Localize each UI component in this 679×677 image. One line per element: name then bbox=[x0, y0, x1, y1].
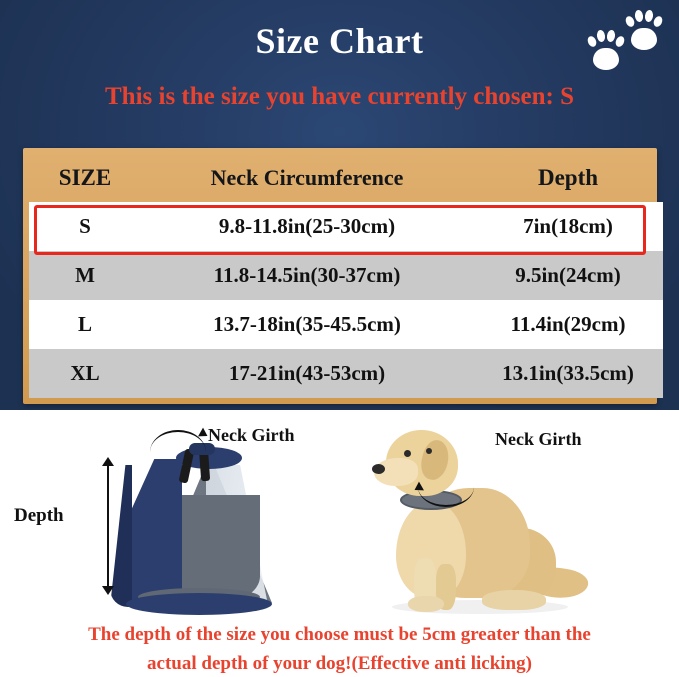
cone-bottom-edge bbox=[126, 593, 272, 615]
table-row bbox=[29, 251, 663, 300]
cell-size: XL bbox=[29, 349, 141, 398]
dog-eye bbox=[426, 448, 432, 454]
chosen-size-note: This is the size you have currently chosen: S bbox=[105, 83, 574, 110]
dog-nose bbox=[372, 464, 385, 474]
cell-depth: 11.4in(29cm) bbox=[473, 300, 663, 349]
depth-label: Depth bbox=[14, 505, 64, 526]
column-header-size: SIZE bbox=[58, 165, 112, 190]
dog-eye bbox=[404, 450, 411, 457]
size-table-container bbox=[23, 148, 657, 404]
table-row bbox=[29, 300, 663, 349]
footer-note-line1: The depth of the size you choose must be 5cm greater than the bbox=[88, 624, 591, 645]
depth-measure-arrow bbox=[107, 465, 109, 587]
footer-note bbox=[0, 620, 679, 677]
neck-girth-label-left: Neck Girth bbox=[208, 425, 295, 445]
size-table bbox=[29, 154, 663, 398]
cell-neck: 17-21in(43-53cm) bbox=[141, 349, 473, 398]
cell-size: S bbox=[29, 202, 141, 251]
page-title: Size Chart bbox=[255, 21, 424, 61]
footer-note-line2: actual depth of your dog!(Effective anti licking) bbox=[147, 653, 532, 674]
table-row bbox=[29, 349, 663, 398]
cell-size: L bbox=[29, 300, 141, 349]
cell-neck: 9.8-11.8in(25-30cm) bbox=[141, 202, 473, 251]
dog-back-paw bbox=[482, 590, 546, 610]
column-header-depth: Depth bbox=[537, 165, 599, 190]
dog-front-paw bbox=[408, 596, 444, 612]
cell-depth: 9.5in(24cm) bbox=[473, 251, 663, 300]
cell-neck: 11.8-14.5in(30-37cm) bbox=[141, 251, 473, 300]
cell-size: M bbox=[29, 251, 141, 300]
table-header-row bbox=[29, 154, 663, 202]
column-header-neck: Neck Circumference bbox=[210, 165, 404, 190]
table-row bbox=[29, 202, 663, 251]
cell-depth: 13.1in(33.5cm) bbox=[473, 349, 663, 398]
neck-girth-label-right: Neck Girth bbox=[495, 429, 582, 449]
cell-neck: 13.7-18in(35-45.5cm) bbox=[141, 300, 473, 349]
cell-depth: 7in(18cm) bbox=[473, 202, 663, 251]
